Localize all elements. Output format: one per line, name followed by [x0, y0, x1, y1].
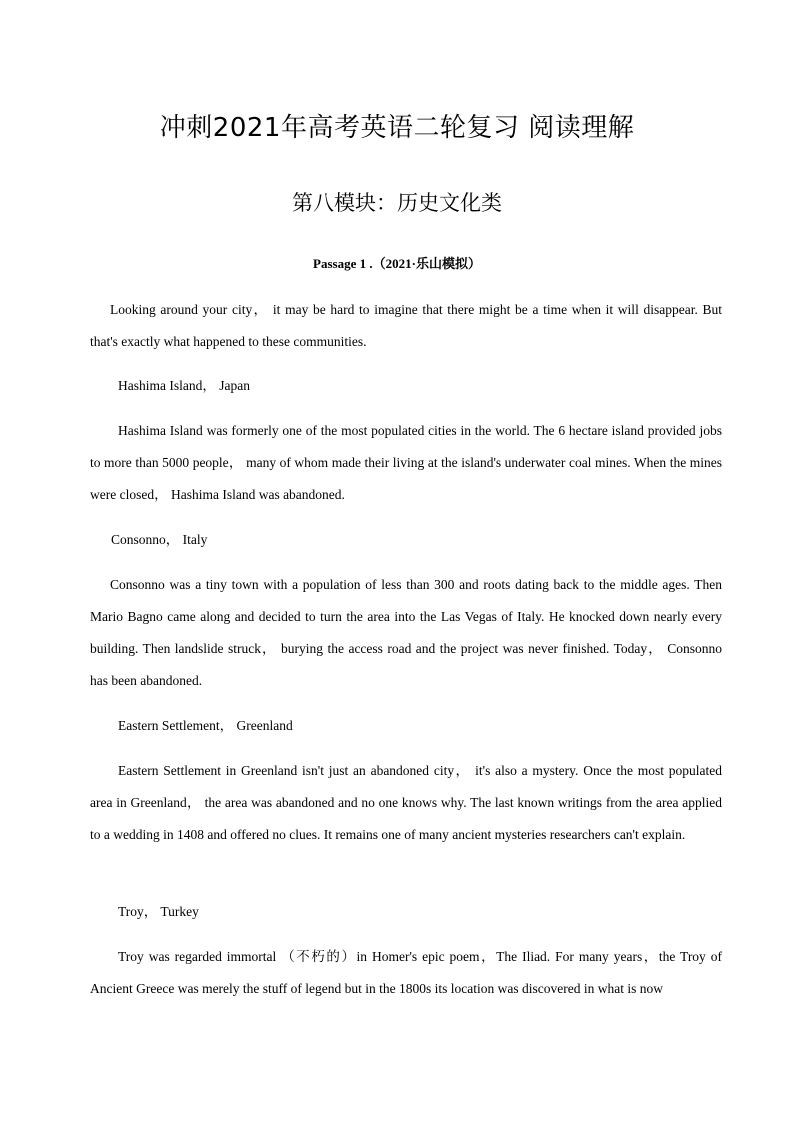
module-subtitle: 第八模块：历史文化类 [292, 191, 502, 215]
paragraph-troy: Troy was regarded immortal （不朽的）in Homer's epic poem，The Iliad. For many years，the Troy of Ancient Greece was merely the stuff of legend but in the 1800s its location was discovered in what is now [90, 949, 722, 996]
place-heading-eastern-settlement: Eastern Settlement， Greenland [118, 718, 293, 733]
paragraph-consonno: Consonno was a tiny town with a population of less than 300 and roots dating back to the middle ages. Then Mario Bagno came along and decided to turn the area into the Las Vegas of Italy. He knocked down nearly every building. Then landslide struck， burying the access road and the project was never finished. Today， Consonno has been abandoned. [90, 577, 722, 688]
paragraph-hashima: Hashima Island was formerly one of the most populated cities in the world. The 6 hectare island provided jobs to more than 5000 people， many of whom made their living at the island's underwater coal mines. When the mines were closed， Hashima Island was abandoned. [90, 423, 722, 502]
place-heading-hashima: Hashima Island， Japan [118, 378, 250, 393]
place-heading-consonno: Consonno， Italy [111, 532, 208, 547]
passage-heading: Passage 1 .（2021·乐山模拟） [313, 256, 481, 271]
paragraph-eastern-settlement: Eastern Settlement in Greenland isn't just an abandoned city， it's also a mystery. Once the most populated area in Greenland， the area was abandoned and no one knows why. The last known writings from the area applied to a wedding in 1408 and offered no clues. It remains one of many ancient mysteries researchers can't explain. [90, 763, 722, 842]
intro-paragraph: Looking around your city， it may be hard to imagine that there might be a time when it will disappear. But that's exactly what happened to these communities. [90, 302, 722, 349]
document-title: 冲刺2021年高考英语二轮复习 阅读理解 [159, 113, 635, 143]
place-heading-troy: Troy， Turkey [118, 904, 199, 919]
